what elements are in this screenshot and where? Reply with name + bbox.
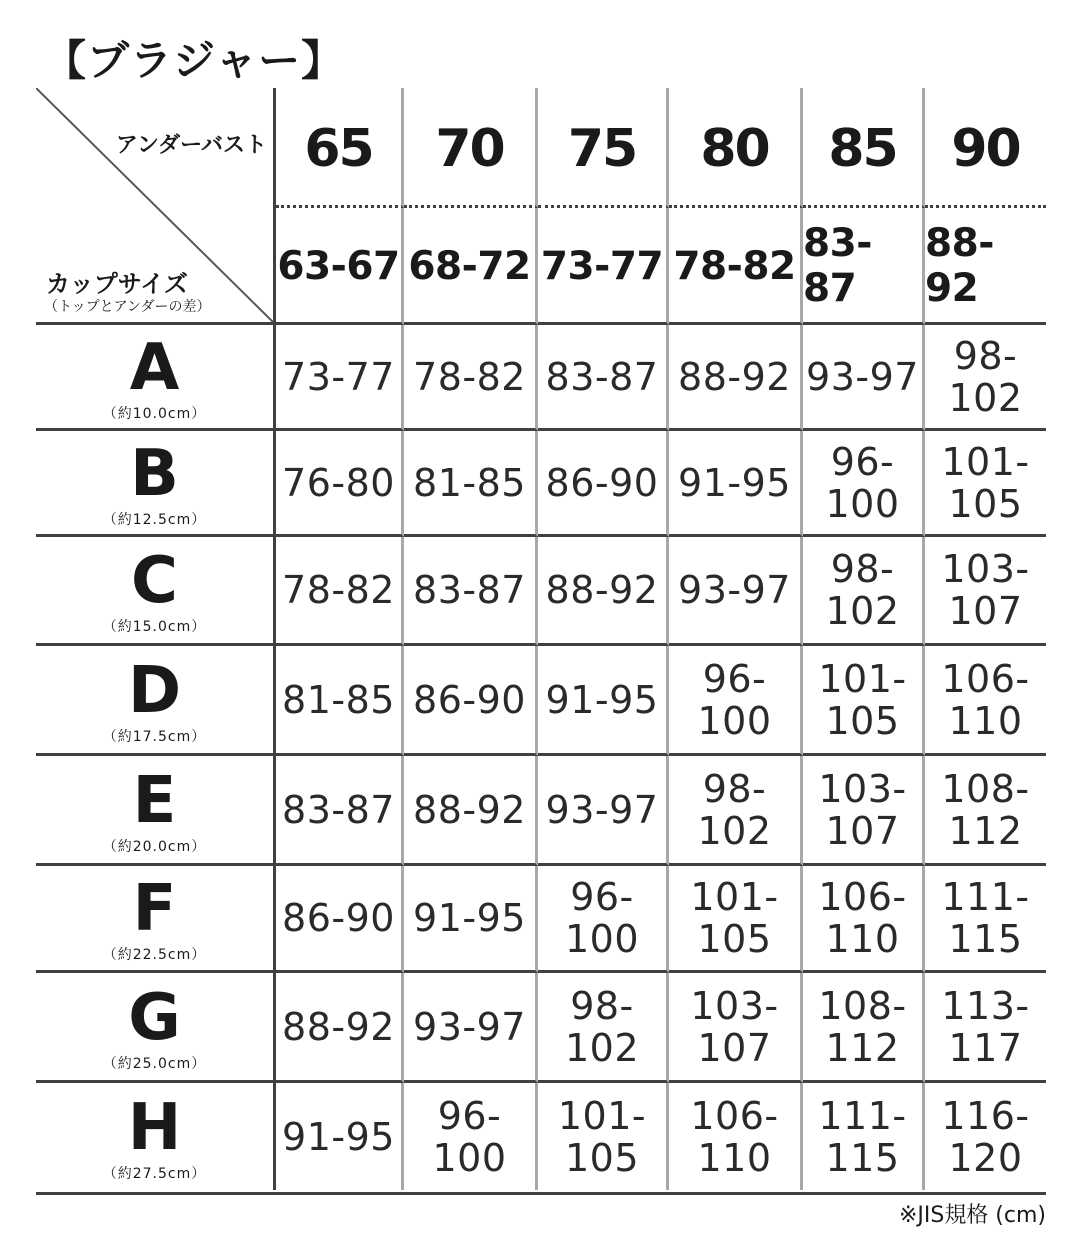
table-cell: 83-87: [276, 756, 404, 866]
table-cell: 88-92: [404, 756, 538, 866]
underbust-range-header: 68-72: [404, 208, 538, 325]
table-cell: 88-92: [538, 537, 669, 646]
table-cell: 83-87: [404, 537, 538, 646]
table-cell: 93-97: [538, 756, 669, 866]
table-cell: 96- 100: [803, 431, 925, 537]
table-cell: 78-82: [276, 537, 404, 646]
table-cell: 106- 110: [925, 646, 1046, 756]
cup-difference: （約27.5cm）: [102, 1165, 207, 1182]
table-cell: 91-95: [538, 646, 669, 756]
table-cell: 86-90: [404, 646, 538, 756]
cup-size-cell: [36, 973, 276, 1083]
cup-size-cell: [36, 325, 276, 431]
table-cell: 98- 102: [925, 325, 1046, 431]
table-cell: 111- 115: [803, 1083, 925, 1190]
table-cell: 93-97: [669, 537, 803, 646]
cup-letter: B: [130, 436, 179, 511]
table-cell: 111- 115: [925, 866, 1046, 973]
underbust-header: 70: [404, 88, 538, 208]
cup-letter: D: [127, 653, 182, 728]
underbust-range-header: 63-67: [276, 208, 404, 325]
cup-letter: G: [128, 980, 181, 1055]
table-cell: 96- 100: [669, 646, 803, 756]
table-cell: 88-92: [276, 973, 404, 1083]
table-cell: 116- 120: [941, 1093, 1030, 1180]
size-table: [36, 88, 1046, 1195]
table-cell: 103- 107: [669, 973, 803, 1083]
table-cell: 98- 102: [803, 537, 925, 646]
cup-size-cell: [36, 756, 276, 866]
table-cell: 101- 105: [803, 646, 925, 756]
cup-size-cell: [36, 866, 276, 973]
table-cell: 113- 117: [925, 973, 1046, 1083]
table-cell: 91-95: [404, 866, 538, 973]
table-cell: 78-82: [404, 325, 538, 431]
table-cell: 101- 105: [925, 431, 1046, 537]
cup-letter: A: [129, 330, 180, 405]
table-cell: 91-95: [276, 1083, 404, 1190]
underbust-header: 80: [669, 88, 803, 208]
underbust-header: 75: [538, 88, 669, 208]
table-cell: 101- 105: [669, 866, 803, 973]
cup-size-cell: [36, 1083, 276, 1190]
cup-difference: （約25.0cm）: [102, 1055, 207, 1072]
table-cell: 103- 107: [925, 537, 1046, 646]
cup-letter: H: [127, 1090, 182, 1165]
table-cell: 96- 100: [404, 1083, 538, 1190]
table-cell: 86-90: [538, 431, 669, 537]
table-cell: 91-95: [669, 431, 803, 537]
underbust-range-header: 73-77: [538, 208, 669, 325]
cup-letter: C: [131, 544, 178, 618]
underbust-range-header: 83-87: [803, 208, 925, 325]
cup-size-axis-sublabel: （トップとアンダーの差）: [44, 299, 211, 315]
underbust-header: 85: [803, 88, 925, 208]
table-cell: 98- 102: [538, 973, 669, 1083]
cup-difference: （約17.5cm）: [102, 728, 207, 745]
table-cell: 81-85: [276, 646, 404, 756]
table-cell: 93-97: [803, 325, 925, 431]
standard-note: ※JIS規格 (cm): [898, 1203, 1046, 1228]
cup-difference: （約22.5cm）: [102, 947, 207, 963]
page-title: 【ブラジャー】: [44, 36, 345, 85]
table-cell: 76-80: [276, 431, 404, 537]
table-cell: 83-87: [538, 325, 669, 431]
table-cell: 106- 110: [669, 1083, 803, 1190]
underbust-header: 65: [276, 88, 404, 208]
cup-size-cell: [36, 431, 276, 537]
cup-difference: （約10.0cm）: [102, 405, 207, 422]
cup-size-cell: [36, 537, 276, 646]
table-cell: 108- 112: [925, 756, 1046, 866]
underbust-range-header: 78-82: [669, 208, 803, 325]
table-cell: 98- 102: [669, 756, 803, 866]
underbust-header: 90: [925, 88, 1046, 208]
cup-letter: F: [132, 872, 177, 946]
table-cell: 106- 110: [803, 866, 925, 973]
table-cell: 101- 105: [538, 1083, 669, 1190]
table-cell: 73-77: [276, 325, 404, 431]
table-corner-header: [36, 88, 276, 325]
cup-difference: （約15.0cm）: [102, 619, 207, 635]
cup-size-cell: [36, 646, 276, 756]
table-cell: 103- 107: [803, 756, 925, 866]
cup-size-axis-label: カップサイズ: [46, 270, 188, 298]
cup-letter: E: [132, 763, 177, 838]
table-cell: 93-97: [404, 973, 538, 1083]
underbust-axis-label: アンダーバスト: [115, 133, 267, 158]
table-cell: 81-85: [404, 431, 538, 537]
cup-difference: （約12.5cm）: [102, 511, 207, 528]
cup-difference: （約20.0cm）: [102, 838, 207, 855]
table-cell: 86-90: [276, 866, 404, 973]
table-cell: 88-92: [669, 325, 803, 431]
underbust-range-header: 88-92: [925, 208, 1046, 325]
table-cell: 108- 112: [803, 973, 925, 1083]
table-cell: 96- 100: [538, 866, 669, 973]
